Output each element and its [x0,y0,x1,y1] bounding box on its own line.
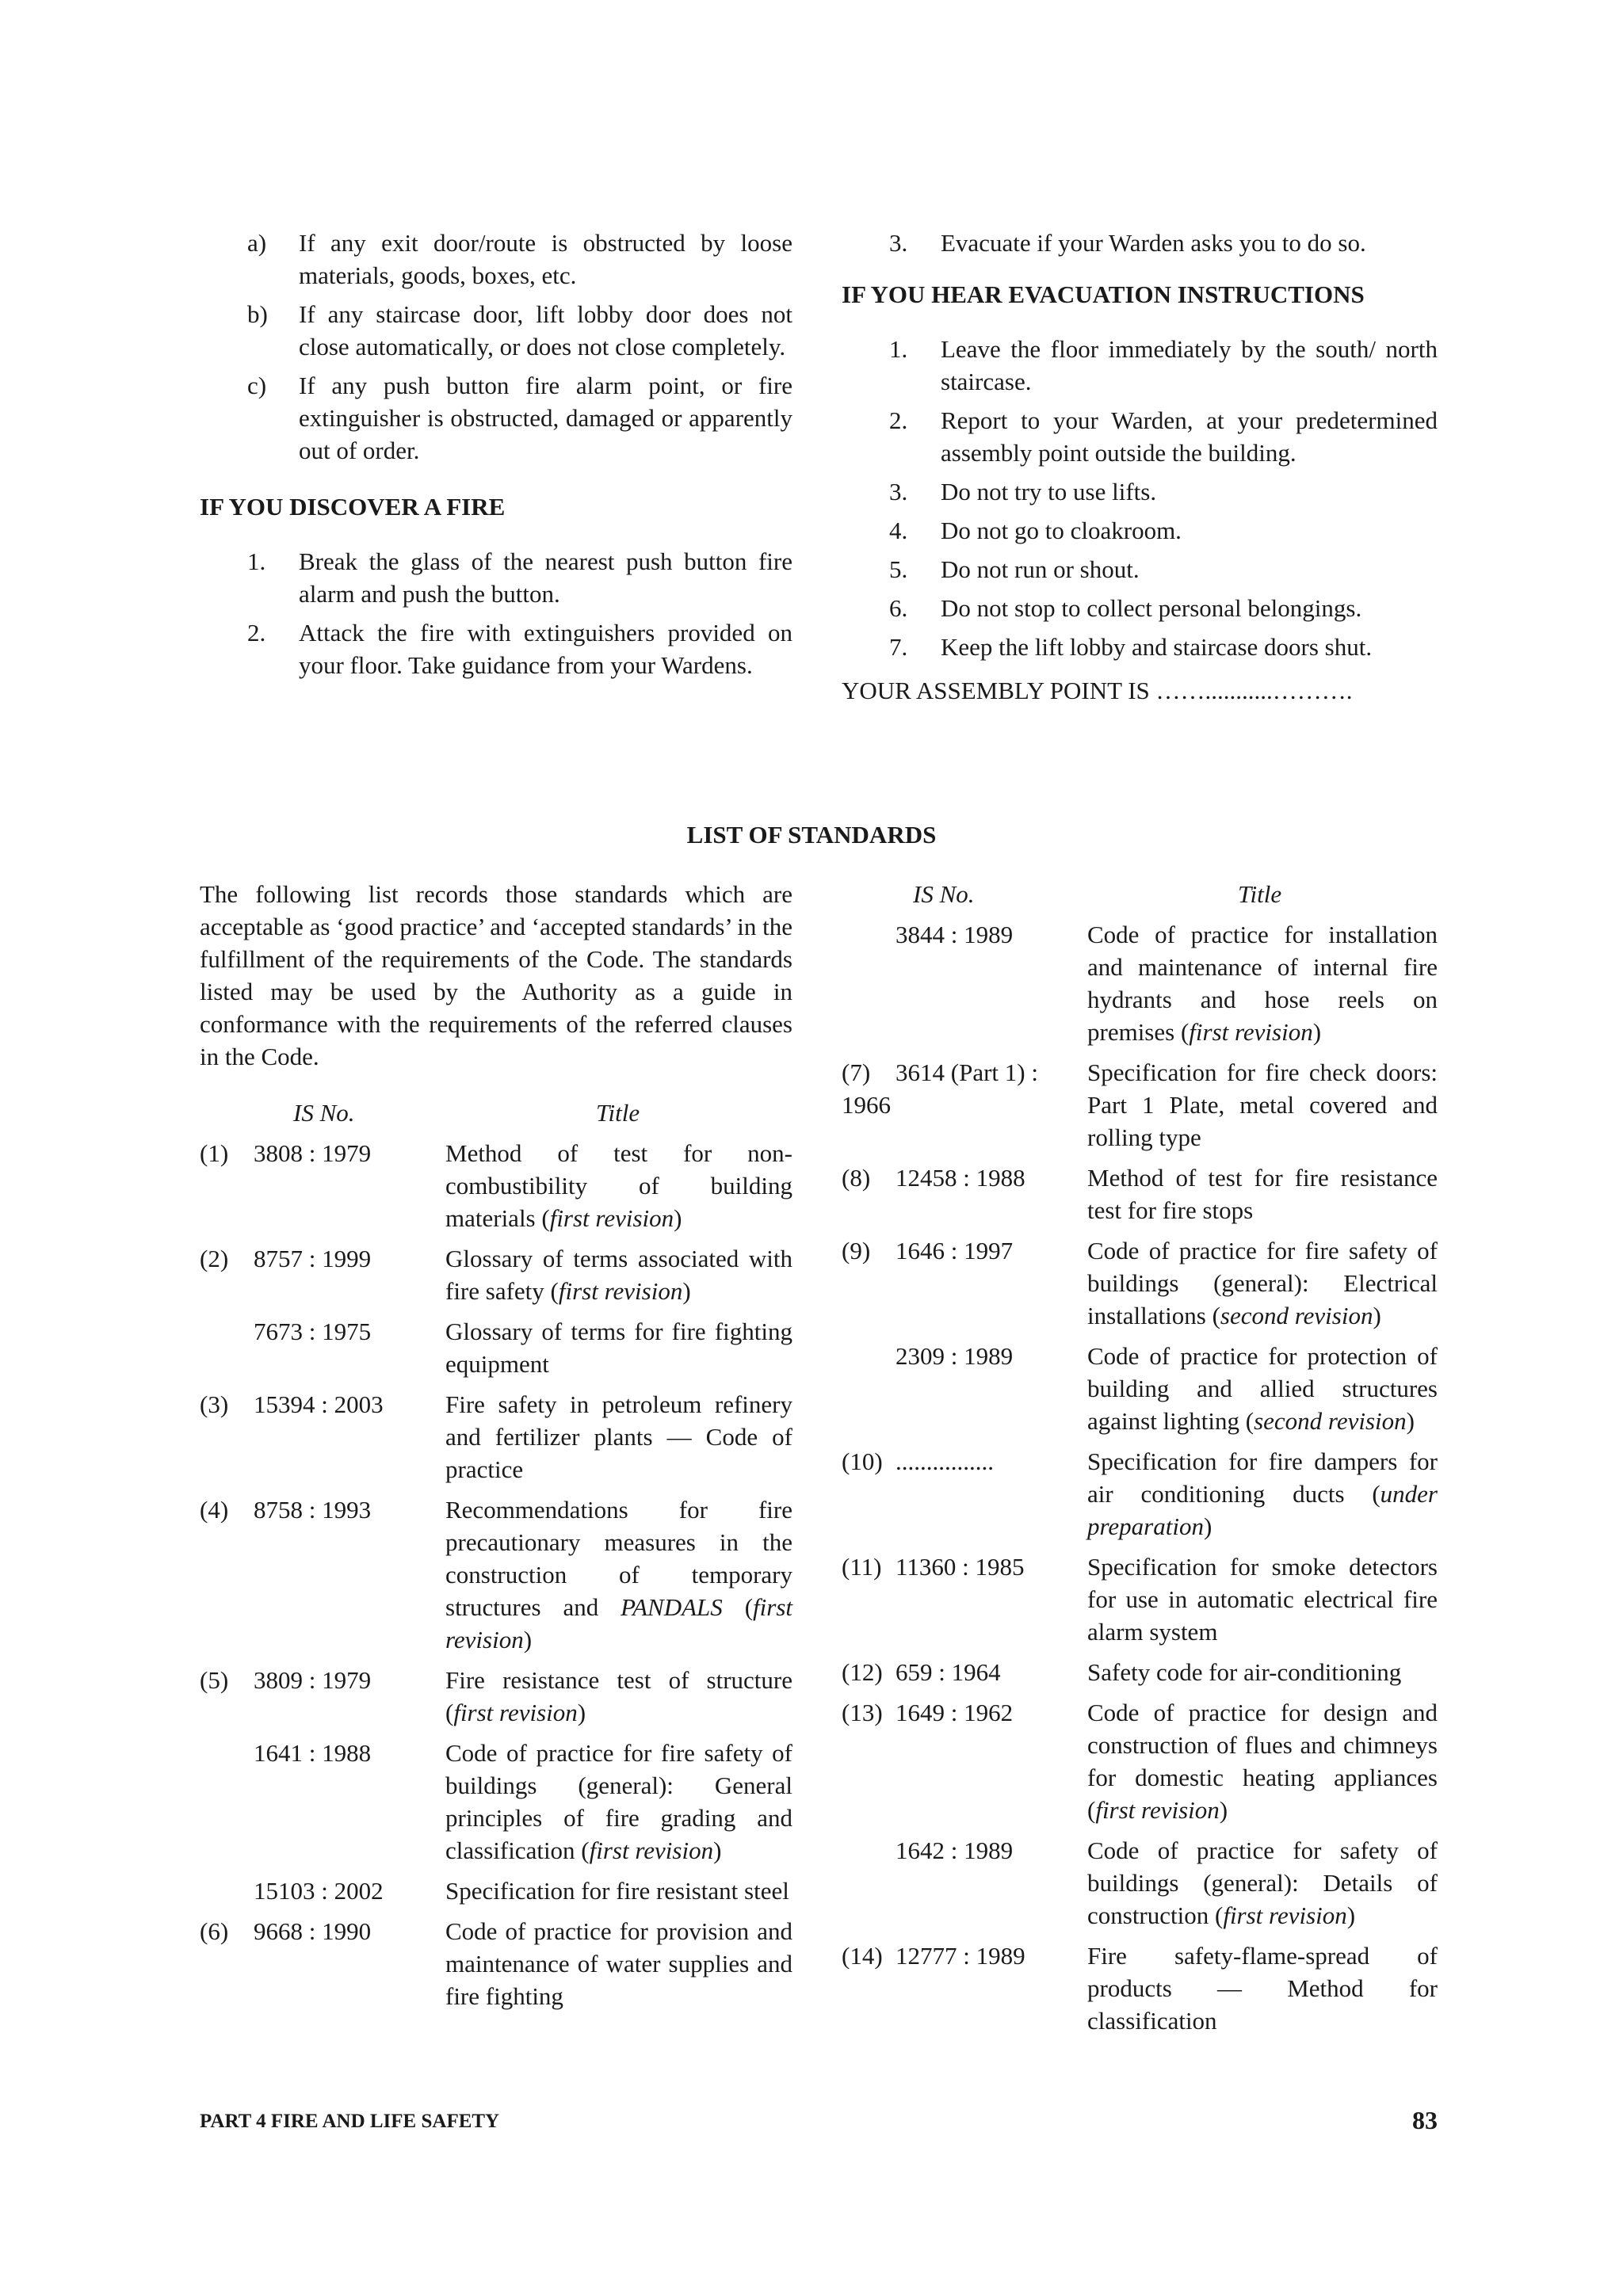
item-text: If any exit door/route is obstructed by loose materials, goods, boxes, etc. [299,229,792,289]
continued-item [842,227,1438,259]
standard-row [842,1939,1438,2037]
item-marker: a) [247,229,267,257]
standard-number-cell [200,1875,445,1907]
is-no-header: IS No. [293,1099,355,1127]
standard-row [200,1137,792,1234]
standard-number-cell [842,1550,1087,1648]
standard-title: Recommendations for fire precautionary measures in the construction of temporary structures and PANDALS (first revision) [445,1496,793,1653]
is-no-header: IS No. [913,880,975,908]
standard-index: (3) [200,1390,229,1418]
standard-title: Fire safety-flame-spread of products — Method for classification [1087,1942,1438,2035]
standard-is-number: 7673 : 1975 [254,1318,372,1345]
assembly-point-line: YOUR ASSEMBLY POINT IS ……...........………. [842,677,1353,704]
evacuation-item [842,553,1438,585]
standard-row [200,1875,792,1907]
top-left-column [200,227,792,688]
standard-number-cell [200,1315,445,1380]
standard-is-number: 3808 : 1979 [254,1139,372,1167]
item-marker: b) [247,300,268,328]
standard-is-number: 659 : 1964 [896,1658,1001,1686]
standard-row [200,1664,792,1729]
standard-title: Glossary of terms associated with fire safety (first revision) [445,1245,792,1305]
standard-title: Code of practice for provision and maintenance of water supplies and fire fighting [445,1917,792,2010]
standard-number-cell [842,1834,1087,1932]
evacuation-item [842,631,1438,663]
standard-row [842,1161,1438,1226]
standard-index: (11) [842,1553,882,1581]
standard-number-cell [842,1696,1087,1826]
check-item [200,369,792,467]
standard-is-number: 15103 : 2002 [254,1877,384,1905]
standard-title: Fire safety in petroleum refinery and fertilizer plants — Code of practice [445,1390,792,1483]
standard-row [200,1737,792,1867]
standard-row [842,1056,1438,1154]
standard-title: Method of test for non-combustibility of building materials (first revision) [445,1139,792,1232]
item-text: Do not stop to collect personal belongings. [941,594,1362,622]
standards-left-list [200,1137,792,2012]
standard-number-cell [842,1161,1087,1226]
item-marker: 5. [889,555,908,583]
item-marker: 1. [889,335,908,363]
standard-is-number: 12777 : 1989 [896,1942,1025,1970]
discover-item [200,616,792,681]
standard-number-cell [842,1656,1087,1688]
discover-heading: IF YOU DISCOVER A FIRE [200,493,506,521]
standard-is-number: 1641 : 1988 [254,1739,372,1767]
standard-number-cell [200,1493,445,1656]
item-text: Do not run or shout. [941,555,1140,583]
standard-row [842,918,1438,1048]
standard-is-number: 8757 : 1999 [254,1245,372,1272]
standard-index: (14) [842,1942,883,1970]
item-text: If any push button fire alarm point, or fire extinguisher is obstructed, damaged or apparently out of order. [299,372,792,464]
standard-title: Method of test for fire resistance test for fire stops [1087,1164,1438,1224]
standard-title: Specification for smoke detectors for use in automatic electrical fire alarm system [1087,1553,1438,1646]
standard-title: Code of practice for installation and maintenance of internal fire hydrants and hose reels on premises (first revision) [1087,921,1438,1046]
item-marker: 6. [889,594,908,622]
footer-section: PART 4 FIRE AND LIFE SAFETY [200,2111,500,2132]
standard-title: Code of practice for fire safety of buildings (general): Electrical installations (second revision) [1087,1237,1438,1329]
standard-index: (1) [200,1139,229,1167]
standard-is-number: 1642 : 1989 [896,1836,1014,1864]
standard-is-number: 12458 : 1988 [896,1164,1025,1192]
standard-index: (13) [842,1699,883,1726]
item-text: Do not go to cloakroom. [941,517,1182,544]
standards-intro: The following list records those standards which are acceptable as ‘good practice’ and ‘accepted standards’ in the fulfillment of the requirements of the Code. The standards listed may be used by the Authority as a guide in conformance with the requirements of the referred clauses in the Code. [200,880,792,1070]
evacuation-heading: IF YOU HEAR EVACUATION INSTRUCTIONS [842,280,1365,308]
standard-row [200,1493,792,1656]
evacuation-item [842,514,1438,547]
standard-index: (10) [842,1447,883,1475]
standard-row [842,1340,1438,1437]
standard-row [842,1834,1438,1932]
standard-row [842,1550,1438,1648]
standard-number-cell [842,1056,1087,1154]
standard-number-cell [200,1737,445,1867]
standard-row [842,1234,1438,1332]
standard-number-cell [200,1137,445,1234]
standard-number-cell [842,1445,1087,1543]
standard-row [842,1656,1438,1688]
standard-row [842,1445,1438,1543]
item-marker: 7. [889,633,908,661]
standard-row [200,1388,792,1486]
standard-is-number: ................ [896,1447,994,1475]
check-item [200,227,792,292]
title-header: Title [1238,880,1282,908]
standard-index: (12) [842,1658,883,1686]
standard-number-cell [842,1340,1087,1437]
standard-number-cell [842,918,1087,1048]
standard-number-cell [842,1939,1087,2037]
standard-is-number: 2309 : 1989 [896,1342,1014,1370]
standard-number-cell [200,1388,445,1486]
evacuation-item [842,404,1438,469]
item-marker: 4. [889,517,908,544]
standard-number-cell [842,1234,1087,1332]
standard-row [200,1915,792,2012]
standards-right-list [842,918,1438,2037]
item-text: Attack the fire with extinguishers provided on your floor. Take guidance from your Wardens. [299,619,792,679]
standard-index: (7) [842,1058,871,1086]
item-marker: c) [247,372,267,399]
item-marker: 2. [247,619,266,646]
evacuation-item [842,592,1438,624]
standard-title: Specification for fire dampers for air conditioning ducts (under preparation) [1087,1447,1438,1540]
item-marker: 3. [889,229,908,257]
item-text: Break the glass of the nearest push button fire alarm and push the button. [299,547,792,608]
page-number: 83 [1412,2106,1438,2134]
standard-row [842,1696,1438,1826]
item-marker: 3. [889,478,908,505]
standard-number-cell [200,1242,445,1307]
evacuation-item [842,333,1438,398]
standard-index: (5) [200,1666,229,1694]
item-text: Evacuate if your Warden asks you to do so. [941,229,1366,257]
standard-is-number: 11360 : 1985 [896,1553,1025,1581]
standard-row [200,1315,792,1380]
standard-is-number: 3614 (Part 1) : 1966 [842,1058,1038,1119]
standards-left-column [200,878,792,2020]
standard-index: (9) [842,1237,871,1264]
standard-is-number: 3844 : 1989 [896,921,1014,948]
item-marker: 1. [247,547,266,575]
standard-index: (2) [200,1245,229,1272]
standard-index: (6) [200,1917,229,1945]
standard-title: Specification for fire resistant steel [445,1877,789,1905]
standard-is-number: 15394 : 2003 [254,1390,384,1418]
item-text: If any staircase door, lift lobby door does not close automatically, or does not close completely. [299,300,792,360]
standard-title: Code of practice for protection of building and allied structures against lighting (second revision) [1087,1342,1438,1435]
discover-item [200,545,792,610]
standard-is-number: 1649 : 1962 [896,1699,1014,1726]
standard-number-cell [200,1915,445,2012]
item-text: Leave the floor immediately by the south/ north staircase. [941,335,1438,395]
evacuation-item [842,475,1438,508]
item-marker: 2. [889,406,908,434]
item-text: Do not try to use lifts. [941,478,1157,505]
standard-title: Code of practice for fire safety of buildings (general): General principles of fire grading and classification (first revision) [445,1739,792,1864]
item-text: Report to your Warden, at your predetermined assembly point outside the building. [941,406,1438,467]
standard-title: Fire resistance test of structure (first revision) [445,1666,792,1726]
top-right-column [842,227,1438,707]
standards-right-column [842,878,1438,2045]
standard-title: Specification for fire check doors: Part 1 Plate, metal covered and rolling type [1087,1058,1438,1151]
standard-title: Code of practice for safety of buildings (general): Details of construction (first revision) [1087,1836,1438,1929]
standard-index: (4) [200,1496,229,1524]
standard-row [200,1242,792,1307]
check-item [200,298,792,363]
standard-title: Glossary of terms for fire fighting equipment [445,1318,792,1378]
standard-is-number: 1646 : 1997 [896,1237,1014,1264]
item-text: Keep the lift lobby and staircase doors shut. [941,633,1373,661]
standard-is-number: 3809 : 1979 [254,1666,372,1694]
standards-column-headers [842,878,1438,910]
standard-is-number: 8758 : 1993 [254,1496,372,1524]
standard-number-cell [200,1664,445,1729]
standards-column-headers [200,1097,792,1129]
title-header: Title [596,1099,640,1127]
standard-index: (8) [842,1164,871,1192]
list-of-standards-title: LIST OF STANDARDS [686,821,937,849]
standard-title: Code of practice for design and construction of flues and chimneys for domestic heating appliances (first revision) [1087,1699,1438,1824]
standard-title: Safety code for air-conditioning [1087,1658,1402,1686]
standard-is-number: 9668 : 1990 [254,1917,372,1945]
